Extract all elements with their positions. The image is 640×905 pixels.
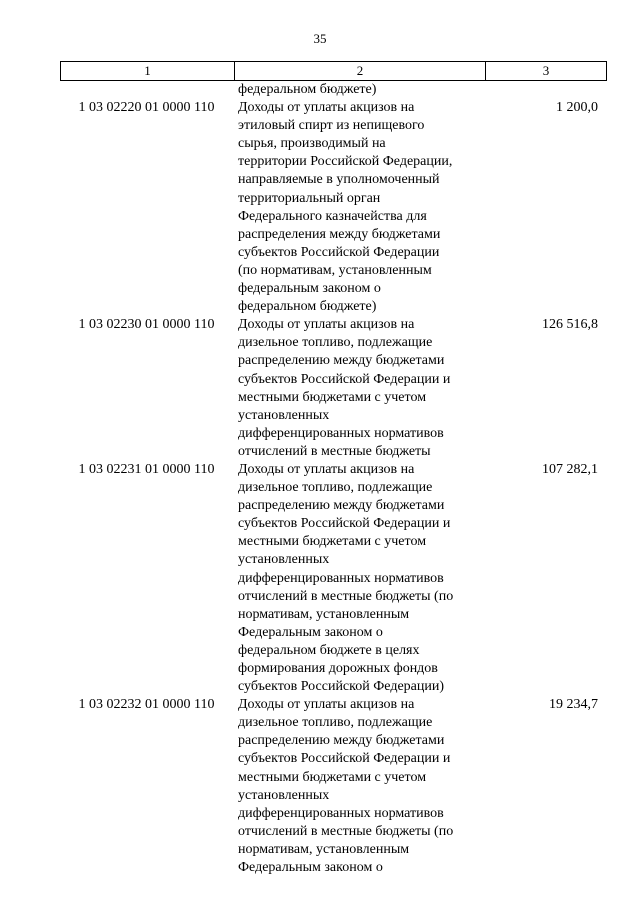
budget-code: 1 03 02220 01 0000 110 bbox=[78, 100, 215, 116]
amount: 107 282,1 bbox=[542, 461, 598, 477]
description-line: Доходы от уплаты акцизов на bbox=[238, 461, 415, 477]
budget-code: 1 03 02232 01 0000 110 bbox=[78, 697, 215, 713]
description-line: субъектов Российской Федерации и bbox=[238, 751, 451, 767]
table-row bbox=[60, 696, 603, 877]
amount: 1 200,0 bbox=[556, 100, 598, 116]
description-line: дизельное топливо, подлежащие bbox=[238, 715, 433, 731]
continuation-text bbox=[238, 81, 483, 99]
description-line: (по нормативам, установленным bbox=[238, 262, 432, 278]
description-line: распределению между бюджетами bbox=[238, 733, 445, 749]
description-line: распределению между бюджетами bbox=[238, 353, 445, 369]
description-line: Доходы от уплаты акцизов на bbox=[238, 697, 415, 713]
revenue-description bbox=[238, 696, 483, 877]
description-line: территориальный орган bbox=[238, 190, 381, 206]
description-line: территории Российской Федерации, bbox=[238, 154, 453, 170]
revenue-description bbox=[238, 461, 483, 696]
description-line: федеральном бюджете в целях bbox=[238, 642, 420, 658]
description-line: субъектов Российской Федерации и bbox=[238, 516, 451, 532]
description-line: дифференцированных нормативов bbox=[238, 805, 444, 821]
description-line: местными бюджетами с учетом bbox=[238, 534, 427, 550]
description-line: Федеральным законом о bbox=[238, 860, 383, 876]
description-line: федеральном бюджете) bbox=[238, 299, 377, 315]
table-row bbox=[60, 99, 603, 316]
header-col-2: 2 bbox=[235, 62, 486, 81]
description-line: нормативам, установленным bbox=[238, 606, 410, 622]
table-row bbox=[60, 461, 603, 696]
header-col-3: 3 bbox=[486, 62, 607, 81]
description-line: направляемые в уполномоченный bbox=[238, 172, 440, 188]
description-line: Доходы от уплаты акцизов на bbox=[238, 100, 415, 116]
description-line: субъектов Российской Федерации и bbox=[238, 371, 451, 387]
budget-code: 1 03 02231 01 0000 110 bbox=[78, 461, 215, 477]
description-line: сырья, производимый на bbox=[238, 136, 386, 152]
description-line: установленных bbox=[238, 552, 330, 568]
description-line: местными бюджетами с учетом bbox=[238, 389, 427, 405]
table-row bbox=[60, 316, 603, 461]
description-line: субъектов Российской Федерации bbox=[238, 244, 440, 260]
table-header bbox=[60, 61, 607, 81]
revenue-description bbox=[238, 99, 483, 316]
table-body bbox=[60, 81, 603, 877]
description-line: дифференцированных нормативов bbox=[238, 425, 444, 441]
description-line: этиловый спирт из непищевого bbox=[238, 118, 425, 134]
description-line: дизельное топливо, подлежащие bbox=[238, 480, 433, 496]
rows-container bbox=[60, 99, 603, 877]
budget-code: 1 03 02230 01 0000 110 bbox=[78, 317, 215, 333]
description-line: распределению между бюджетами bbox=[238, 498, 445, 514]
revenue-description bbox=[238, 316, 483, 461]
page-number: 35 bbox=[313, 31, 327, 46]
description-line: отчислений в местные бюджеты bbox=[238, 443, 431, 459]
description-line: распределения между бюджетами bbox=[238, 226, 441, 242]
amount: 126 516,8 bbox=[542, 317, 598, 333]
description-line: нормативам, установленным bbox=[238, 841, 410, 857]
amount: 19 234,7 bbox=[549, 697, 598, 713]
description-line: Федерального казначейства для bbox=[238, 208, 427, 224]
description-line: отчислений в местные бюджеты (по bbox=[238, 588, 454, 604]
description-line: отчислений в местные бюджеты (по bbox=[238, 823, 454, 839]
description-line: субъектов Российской Федерации) bbox=[238, 679, 445, 695]
description-line: дифференцированных нормативов bbox=[238, 570, 444, 586]
description-line: Доходы от уплаты акцизов на bbox=[238, 317, 415, 333]
header-col-1: 1 bbox=[61, 62, 235, 81]
description-line: федеральным законом о bbox=[238, 281, 381, 297]
description-line: формирования дорожных фондов bbox=[238, 661, 438, 676]
description-line: федеральном бюджете) bbox=[238, 82, 377, 97]
description-line: установленных bbox=[238, 787, 330, 803]
description-line: установленных bbox=[238, 407, 330, 423]
continuation-row bbox=[60, 81, 603, 99]
description-line: местными бюджетами с учетом bbox=[238, 769, 427, 785]
description-line: Федеральным законом о bbox=[238, 624, 383, 640]
description-line: дизельное топливо, подлежащие bbox=[238, 335, 433, 351]
